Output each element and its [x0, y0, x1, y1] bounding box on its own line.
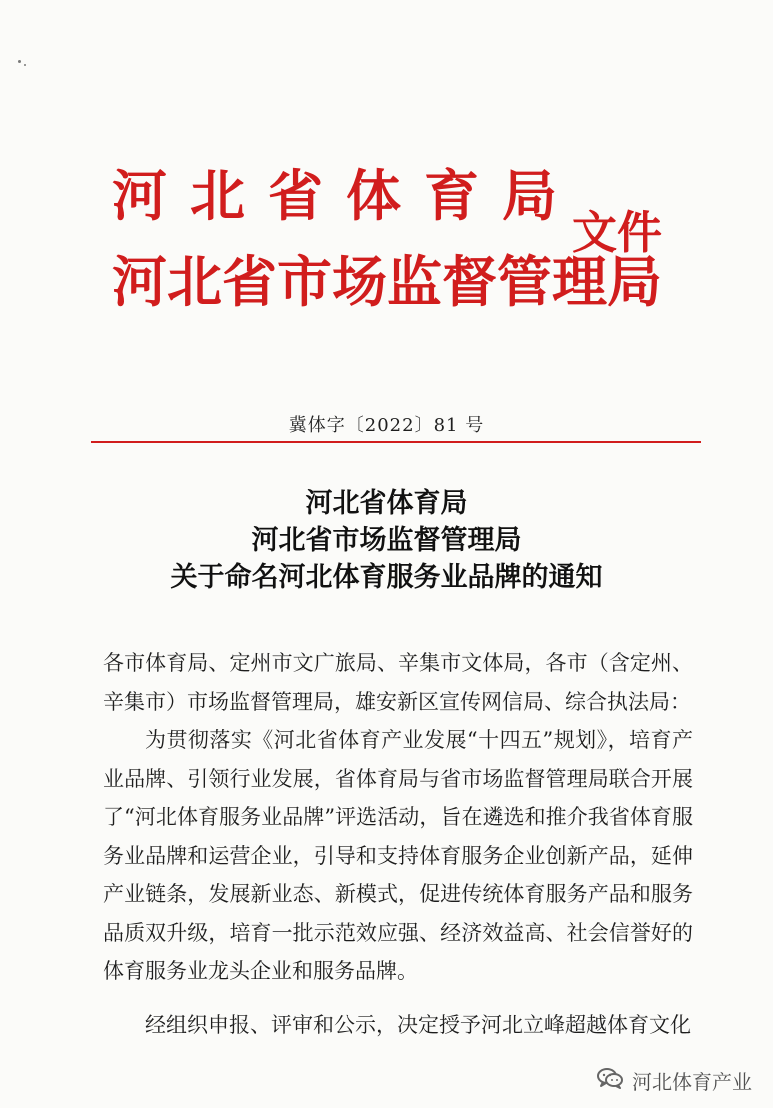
notice-title — [0, 485, 773, 596]
title-line-1: 河北省体育局 — [305, 488, 468, 519]
body-paragraph-2: 经组织申报、评审和公示，决定授予河北立峰超越体育文化 — [145, 1012, 691, 1037]
watermark-text: 河北体育产业 — [632, 1069, 752, 1094]
header-issuer-line-1: 河北省体育局 — [112, 163, 581, 228]
scan-speck — [18, 60, 21, 63]
header-document-suffix: 文件 — [572, 206, 663, 259]
red-divider-line — [91, 441, 701, 443]
header-issuer-line-2: 河北省市场监督管理局 — [112, 249, 663, 314]
wechat-watermark — [596, 1067, 752, 1093]
addressee-paragraph: 各市体育局、定州市文广旅局、辛集市文体局，各市（含定州、辛集市）市场监督管理局，雄安新区宣传网信局、综合执法局： — [103, 651, 693, 714]
title-line-2: 河北省市场监督管理局 — [251, 525, 522, 556]
wechat-icon — [596, 1067, 624, 1094]
scan-speck — [24, 64, 26, 66]
body-paragraph-1: 为贯彻落实《河北省体育产业发展“十四五”规划》，培育产业品牌、引领行业发展，省体育局与省市场监督管理局联合开展了“河北体育服务业品牌”评选活动，旨在遴选和推介我省体育服务业品牌和运营企业，引导和支持体育服务企业创新产品，延伸产业链条，发展新业态、新模式，促进传统体育服务产品和服务品质双升级，培育一批示范效应强、经济效益高、社会信誉好的体育服务业龙头企业和服务品牌。 — [103, 728, 693, 983]
document-number: 冀体字〔2022〕81 号 — [288, 415, 485, 436]
title-line-3: 关于命名河北体育服务业品牌的通知 — [170, 562, 603, 593]
notice-body — [103, 644, 693, 1044]
